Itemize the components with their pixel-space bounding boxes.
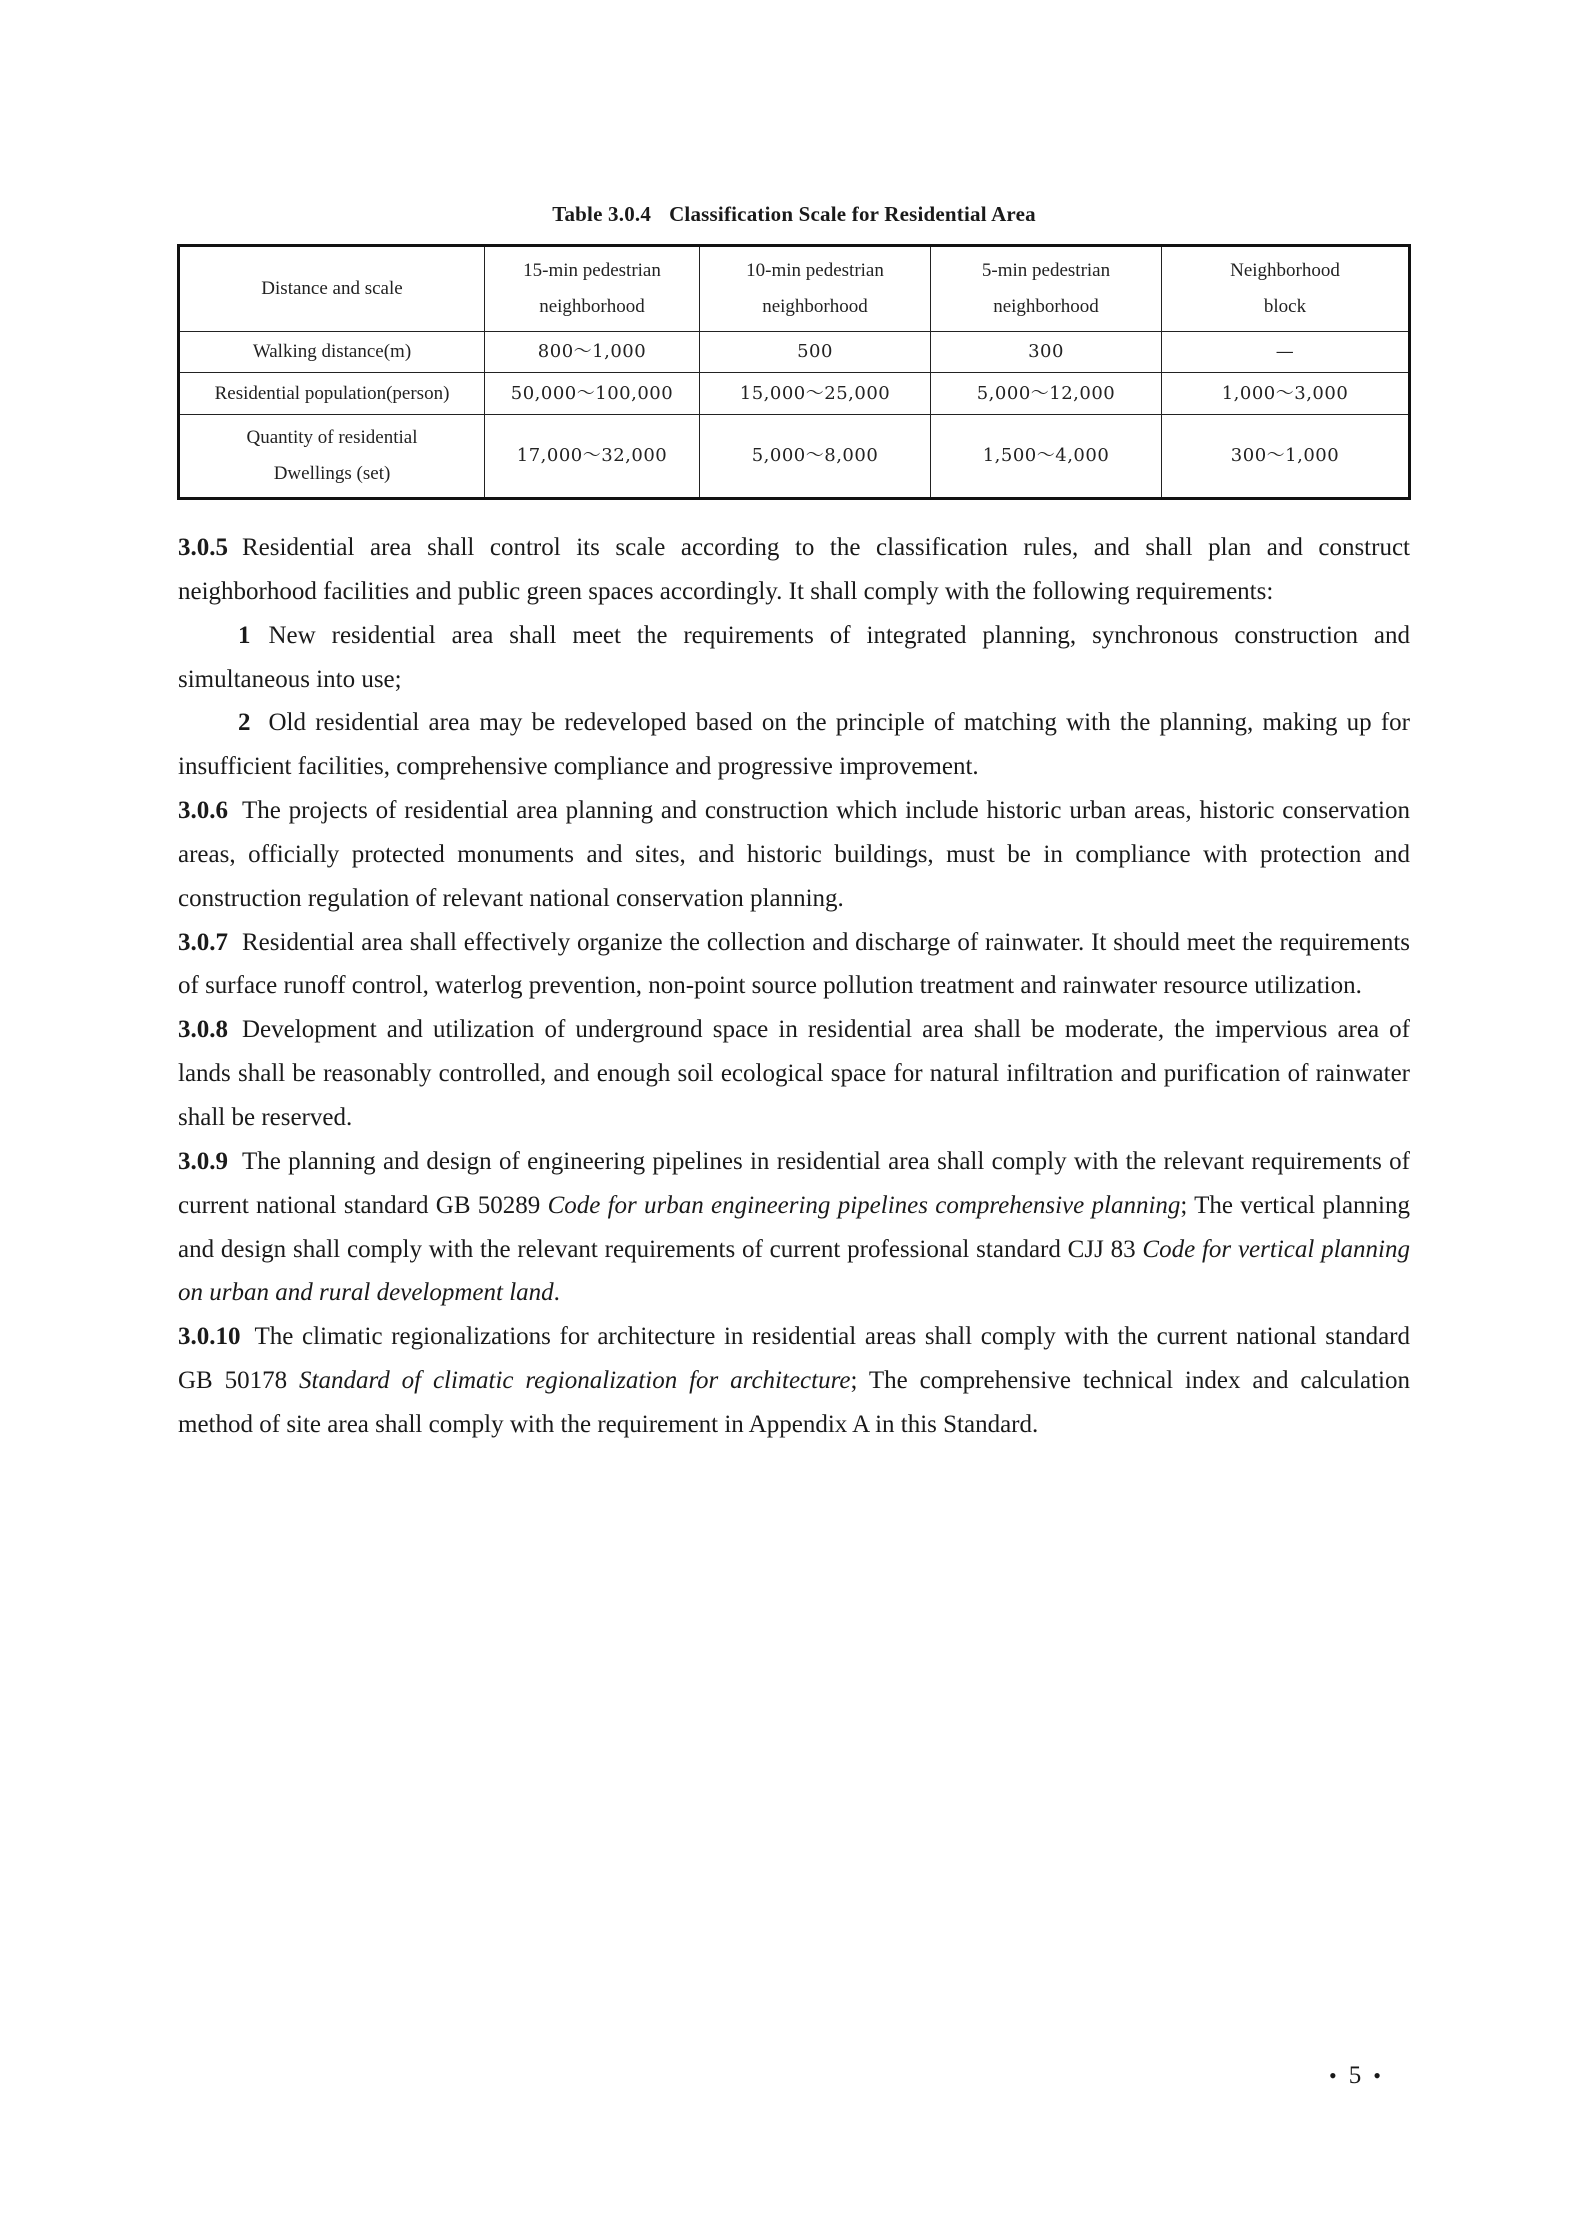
header-cell-distance-and-scale: Distance and scale: [179, 246, 485, 332]
clause-text: Residential area shall effectively organize the collection and discharge of rainwater. It should meet the requirements of surface runoff control, waterlog prevention, non-point source pollution treatment and rainwater resource utilization.: [178, 928, 1410, 1000]
table-number: Table 3.0.4: [552, 202, 652, 226]
clause-text: Development and utilization of underground space in residential area shall be moderate, the impervious area of lands shall be reasonably controlled, and enough soil ecological space for natural infiltration and purification of rainwater shall be reserved.: [178, 1016, 1410, 1131]
item-number: 2: [238, 709, 251, 737]
clause-text: Residential area shall control its scale according to the classification rules, and shall plan and construct neighborhood facilities and public green spaces accordingly. It shall comply with the following requirements:: [178, 534, 1410, 605]
clause-text: ; The comprehensive technical index and calculation method of site area shall comply with the requirement in Appendix A in this Standard.: [178, 1367, 1410, 1438]
table-cell: 1,500～4,000: [931, 415, 1162, 499]
standard-title-gb50289: Code for urban engineering pipelines comprehensive planning: [547, 1191, 1181, 1219]
header-cell-5-min: 5-min pedestrian neighborhood: [931, 246, 1162, 332]
clause-3-0-5-item-1: [178, 614, 1410, 702]
page-number: [1310, 2062, 1400, 2090]
table-cell: 5,000～12,000: [931, 373, 1162, 415]
bullet-icon: •: [1373, 2063, 1381, 2088]
clause-3-0-9: [178, 1140, 1410, 1315]
clause-text: The climatic regionalizations for architecture in residential areas shall comply with the current national standard GB 50178: [178, 1323, 1410, 1395]
clauses-body: [178, 526, 1410, 1447]
clause-3-0-6: [178, 789, 1410, 921]
clause-text: The planning and design of engineering pipelines in residential area shall comply with the relevant requirements of current national standard GB 50289: [178, 1147, 1410, 1219]
table-cell: 1,000～3,000: [1162, 373, 1410, 415]
clause-3-0-5-item-2: [178, 701, 1410, 789]
table-cell: —: [1162, 332, 1410, 373]
table-cell: 500: [700, 332, 931, 373]
page-number-value: 5: [1348, 2062, 1362, 2089]
clause-3-0-5: [178, 526, 1410, 614]
header-cell-neighborhood-block: Neighborhood block: [1162, 246, 1410, 332]
clause-3-0-8: [178, 1008, 1410, 1140]
standard-title-gb50178: Standard of climatic regionalization for architecture: [299, 1367, 851, 1395]
table-cell: 5,000～8,000: [700, 415, 931, 499]
row-label: Residential population(person): [179, 373, 485, 415]
table-row: [179, 373, 1410, 415]
clause-3-0-10: [178, 1315, 1410, 1447]
clause-text: .: [553, 1279, 560, 1307]
clause-text: ; The vertical planning and design shall comply with the relevant requirements of current professional standard CJJ 83: [178, 1191, 1410, 1263]
table-cell: 50,000～100,000: [485, 373, 700, 415]
table-cell: 15,000～25,000: [700, 373, 931, 415]
table-cell: 800～1,000: [485, 332, 700, 373]
standard-title-cjj83: Code for vertical planning on urban and rural development land: [178, 1235, 1410, 1307]
table-title: Classification Scale for Residential Area: [669, 202, 1036, 226]
table-row: [179, 415, 1410, 499]
item-text: New residential area shall meet the requirements of integrated planning, synchronous construction and simultaneous into use;: [178, 621, 1410, 693]
clause-text: The projects of residential area planning and construction which include historic urban areas, historic conservation areas, officially protected monuments and sites, and historic buildings, must be in compliance with protection and construction regulation of relevant national conservation planning.: [178, 797, 1410, 912]
header-cell-15-min: 15-min pedestrian neighborhood: [485, 246, 700, 332]
table-row: [179, 332, 1410, 373]
clause-3-0-7: [178, 921, 1410, 1009]
table-cell: 300: [931, 332, 1162, 373]
clause-number: 3.0.8: [178, 1016, 228, 1044]
clause-number: 3.0.9: [178, 1147, 228, 1175]
clause-number: 3.0.5: [178, 534, 228, 561]
table-cell: 300～1,000: [1162, 415, 1410, 499]
table-caption: [178, 202, 1410, 227]
table-header-row: [179, 246, 1410, 332]
item-number: 1: [238, 621, 251, 649]
clause-number: 3.0.7: [178, 928, 228, 956]
item-text: Old residential area may be redeveloped based on the principle of matching with the planning, making up for insufficient facilities, comprehensive compliance and progressive improvement.: [178, 709, 1410, 781]
bullet-icon: •: [1329, 2063, 1337, 2088]
row-label: Quantity of residential Dwellings (set): [179, 415, 485, 499]
header-cell-10-min: 10-min pedestrian neighborhood: [700, 246, 931, 332]
row-label: Walking distance(m): [179, 332, 485, 373]
table-cell: 17,000～32,000: [485, 415, 700, 499]
classification-scale-table: [177, 244, 1411, 500]
clause-number: 3.0.6: [178, 797, 228, 825]
clause-number: 3.0.10: [178, 1323, 241, 1351]
